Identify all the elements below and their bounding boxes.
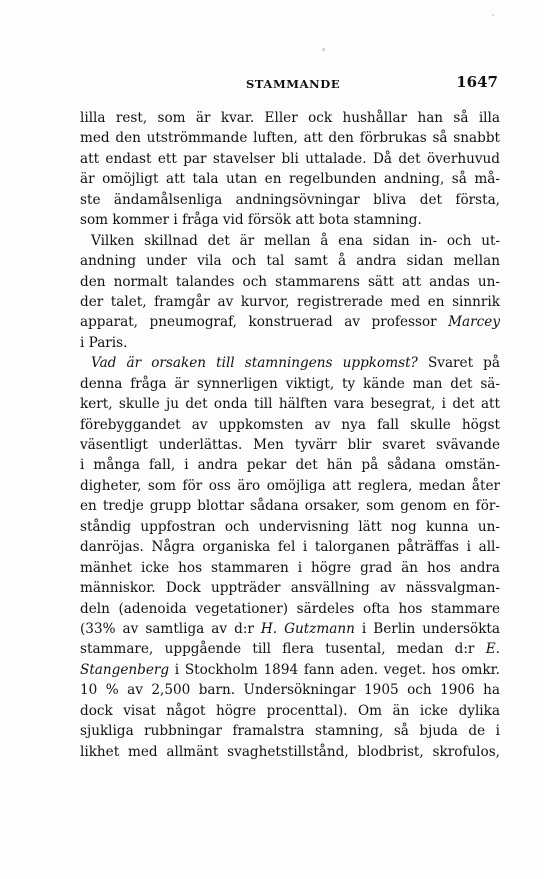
- text-line: [80, 558, 500, 578]
- text-line: [80, 210, 500, 230]
- text-line: [80, 660, 500, 680]
- text-line: [80, 128, 500, 148]
- text-run: i Berlin undersökta: [354, 620, 500, 637]
- text-line: [80, 721, 500, 741]
- text-run: stammare, uppgående till flera tusental, medan d:r: [80, 641, 486, 658]
- text-line: [80, 517, 500, 537]
- text-line: [80, 251, 500, 271]
- text-run: ståndig uppfostran och undervisning lätt nog kunna un-: [80, 518, 500, 535]
- paper-speck: [492, 14, 494, 16]
- body-text: [80, 108, 500, 762]
- page-header: [80, 73, 498, 95]
- text-line: [80, 537, 500, 557]
- text-run: i många fall, i andra pekar det hän på sådana omstän-: [80, 457, 500, 474]
- text-line: [80, 455, 500, 475]
- text-run: den normalt talandes och stammarens sätt att andas un-: [80, 273, 500, 290]
- text-run: att endast ett par stavelser bli uttalade. Då det överhuvud: [80, 150, 500, 167]
- italic-text: H. Gutzmann: [260, 620, 355, 637]
- text-run: människor. Dock uppträder ansvällning av nässvalgman-: [80, 580, 500, 597]
- text-run: en tredje grupp blottar sådana orsaker, som genom en för-: [80, 498, 500, 515]
- text-line: [80, 312, 500, 332]
- text-line: [80, 394, 500, 414]
- text-run: i Stockholm 1894 fann aden. veget. hos omkr.: [169, 661, 500, 678]
- running-head: STAMMANDE: [246, 77, 341, 91]
- text-run: förebyggandet av uppkomsten av nya fall skulle högst: [80, 416, 500, 433]
- text-line: [80, 108, 500, 128]
- text-run: kert, skulle ju det onda till hälften vara besegrat, i det att: [80, 396, 500, 413]
- text-line: [80, 680, 500, 700]
- page-number: 1647: [456, 73, 498, 91]
- italic-text: Stangenberg: [80, 661, 170, 678]
- text-line: [80, 435, 500, 455]
- text-run: 10 % av 2,500 barn. Undersökningar 1905 och 1906 ha: [80, 682, 500, 699]
- text-line: [80, 599, 500, 619]
- text-line: [80, 353, 500, 373]
- text-line: [80, 701, 500, 721]
- text-line: [80, 272, 500, 292]
- text-run: danröjas. Några organiska fel i talorganen påträffas i all-: [80, 539, 500, 556]
- italic-text: E.: [485, 641, 500, 658]
- text-line: [80, 374, 500, 394]
- text-line: [80, 292, 500, 312]
- paper-speck: [322, 48, 325, 51]
- text-run: apparat, pneumograf, konstruerad av professor: [80, 314, 449, 331]
- text-run: denna fråga är synnerligen viktigt, ty kände man det sä-: [80, 375, 500, 392]
- text-run: dock visat något högre procenttal). Om än icke dylika: [80, 702, 500, 719]
- text-line: [80, 149, 500, 169]
- text-run: som kommer i fråga vid försök att bota stamning.: [80, 212, 422, 229]
- text-run: deln (adenoida vegetationer) särdeles ofta hos stammare: [80, 600, 500, 617]
- text-run: likhet med allmänt svaghetstillstånd, blodbrist, skrofulos,: [80, 743, 500, 760]
- text-line: [80, 415, 500, 435]
- text-run: digheter, som för oss äro omöjliga att reglera, medan åter: [80, 477, 500, 494]
- text-line: [80, 578, 500, 598]
- text-run: mänhet icke hos stammaren i högre grad än hos andra: [80, 559, 500, 576]
- text-line: [80, 496, 500, 516]
- text-run: Svaret på: [417, 355, 500, 372]
- text-line: [80, 742, 500, 762]
- text-run: ste ändamålsenliga andningsövningar bliva det första,: [80, 191, 500, 208]
- text-run: i Paris.: [80, 334, 128, 351]
- text-run: är omöjligt att tala utan en regelbunden andning, så må-: [80, 171, 500, 188]
- italic-text: Marcey: [448, 314, 500, 331]
- text-run: der talet, framgår av kurvor, registrerade med en sinnrik: [80, 293, 500, 310]
- text-run: väsentligt underlättas. Men tyvärr blir svaret svävande: [80, 437, 500, 453]
- text-line: [80, 639, 500, 659]
- text-run: lilla rest, som är kvar. Eller ock hushållar han så illa: [80, 110, 500, 126]
- italic-text: Vad är orsaken till stamningens uppkomst?: [91, 355, 418, 372]
- text-run: andning under vila och tal samt å andra sidan mellan: [80, 253, 500, 270]
- text-line: [80, 231, 500, 251]
- text-line: [80, 619, 500, 639]
- text-run: Vilken skillnad det är mellan å ena sidan in- och ut-: [91, 232, 500, 249]
- text-run: sjukliga rubbningar framalstra stamning, så bjuda de i: [80, 723, 500, 740]
- text-line: [80, 190, 500, 210]
- text-line: [80, 333, 500, 353]
- text-line: [80, 169, 500, 189]
- text-run: med den utströmmande luften, att den förbrukas så snabbt: [80, 130, 500, 147]
- text-line: [80, 476, 500, 496]
- text-run: (33% av samtliga av d:r: [80, 620, 261, 637]
